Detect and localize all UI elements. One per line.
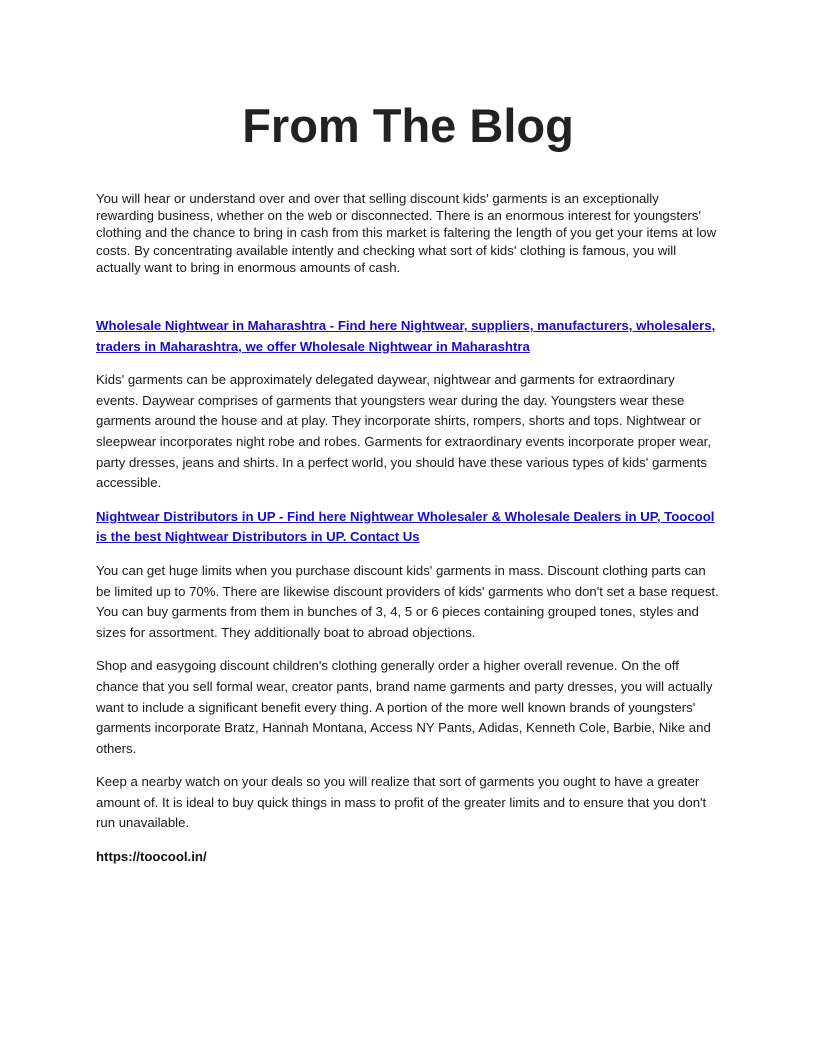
paragraph-garment-types: Kids' garments can be approximately delegated daywear, nightwear and garments for extraordinary events. Daywear comprises of garments that youngsters wear during the day. Youngsters wear these garments around the house and at play. They incorporate shirts, rompers, shorts and tops. Nightwear or sleepwear incorporates night robe and robes. Garments for extraordinary events incorporate proper wear, party dresses, jeans and shirts. In a perfect world, you should have these various types of kids' garments accessible. bbox=[96, 372, 712, 491]
link-wholesale-nightwear-maharashtra[interactable]: Wholesale Nightwear in Maharashtra - Find here Nightwear, suppliers, manufacturers, wholesalers, traders in Maharashtra, we offer Wholesale Nightwear in Maharashtra bbox=[96, 318, 716, 354]
link-nightwear-distributors-up[interactable]: Nightwear Distributors in UP - Find here Nightwear Wholesaler & Wholesale Dealers in UP, Toocool is the best Nightwear Distributors in UP. Contact Us bbox=[96, 508, 715, 545]
page-title: From The Blog bbox=[242, 99, 574, 152]
article-body bbox=[96, 316, 720, 881]
paragraph-bulk-discounts: You can get huge limits when you purchase discount kids' garments in mass. Discount clothing parts can be limited up to 70%. There are likewise discount providers of kids' garments who don't set a base request. You can buy garments from them in bunches of 3, 4, 5 or 6 pieces containing grouped tones, styles and sizes for assortment. They additionally boat to abroad objections. bbox=[96, 562, 719, 640]
intro-paragraph: You will hear or understand over and over that selling discount kids' garments is an exceptionally rewarding business, whether on the web or disconnected. There is an enormous interest for youngsters' clothing and the chance to bring in cash from this market is faltering the length of you get your items at low costs. By concentrating available intently and checking what sort of kids' clothing is famous, you will actually want to bring in enormous amounts of cash. bbox=[96, 191, 717, 275]
paragraph-brands: Shop and easygoing discount children's clothing generally order a higher overall revenue. On the off chance that you sell formal wear, creator pants, brand name garments and party dresses, you will actually want to include a significant benefit every thing. A portion of the more well known brands of youngsters' garments incorporate Bratz, Hannah Montana, Access NY Pants, Adidas, Kenneth Cole, Barbie, Nike and others. bbox=[96, 658, 713, 756]
site-url: https://toocool.in/ bbox=[96, 849, 207, 865]
paragraph-watch-deals: Keep a nearby watch on your deals so you will realize that sort of garments you ought to have a greater amount of. It is ideal to buy quick things in mass to profit of the greater limits and to ensure that you don't run unavailable. bbox=[96, 774, 707, 831]
